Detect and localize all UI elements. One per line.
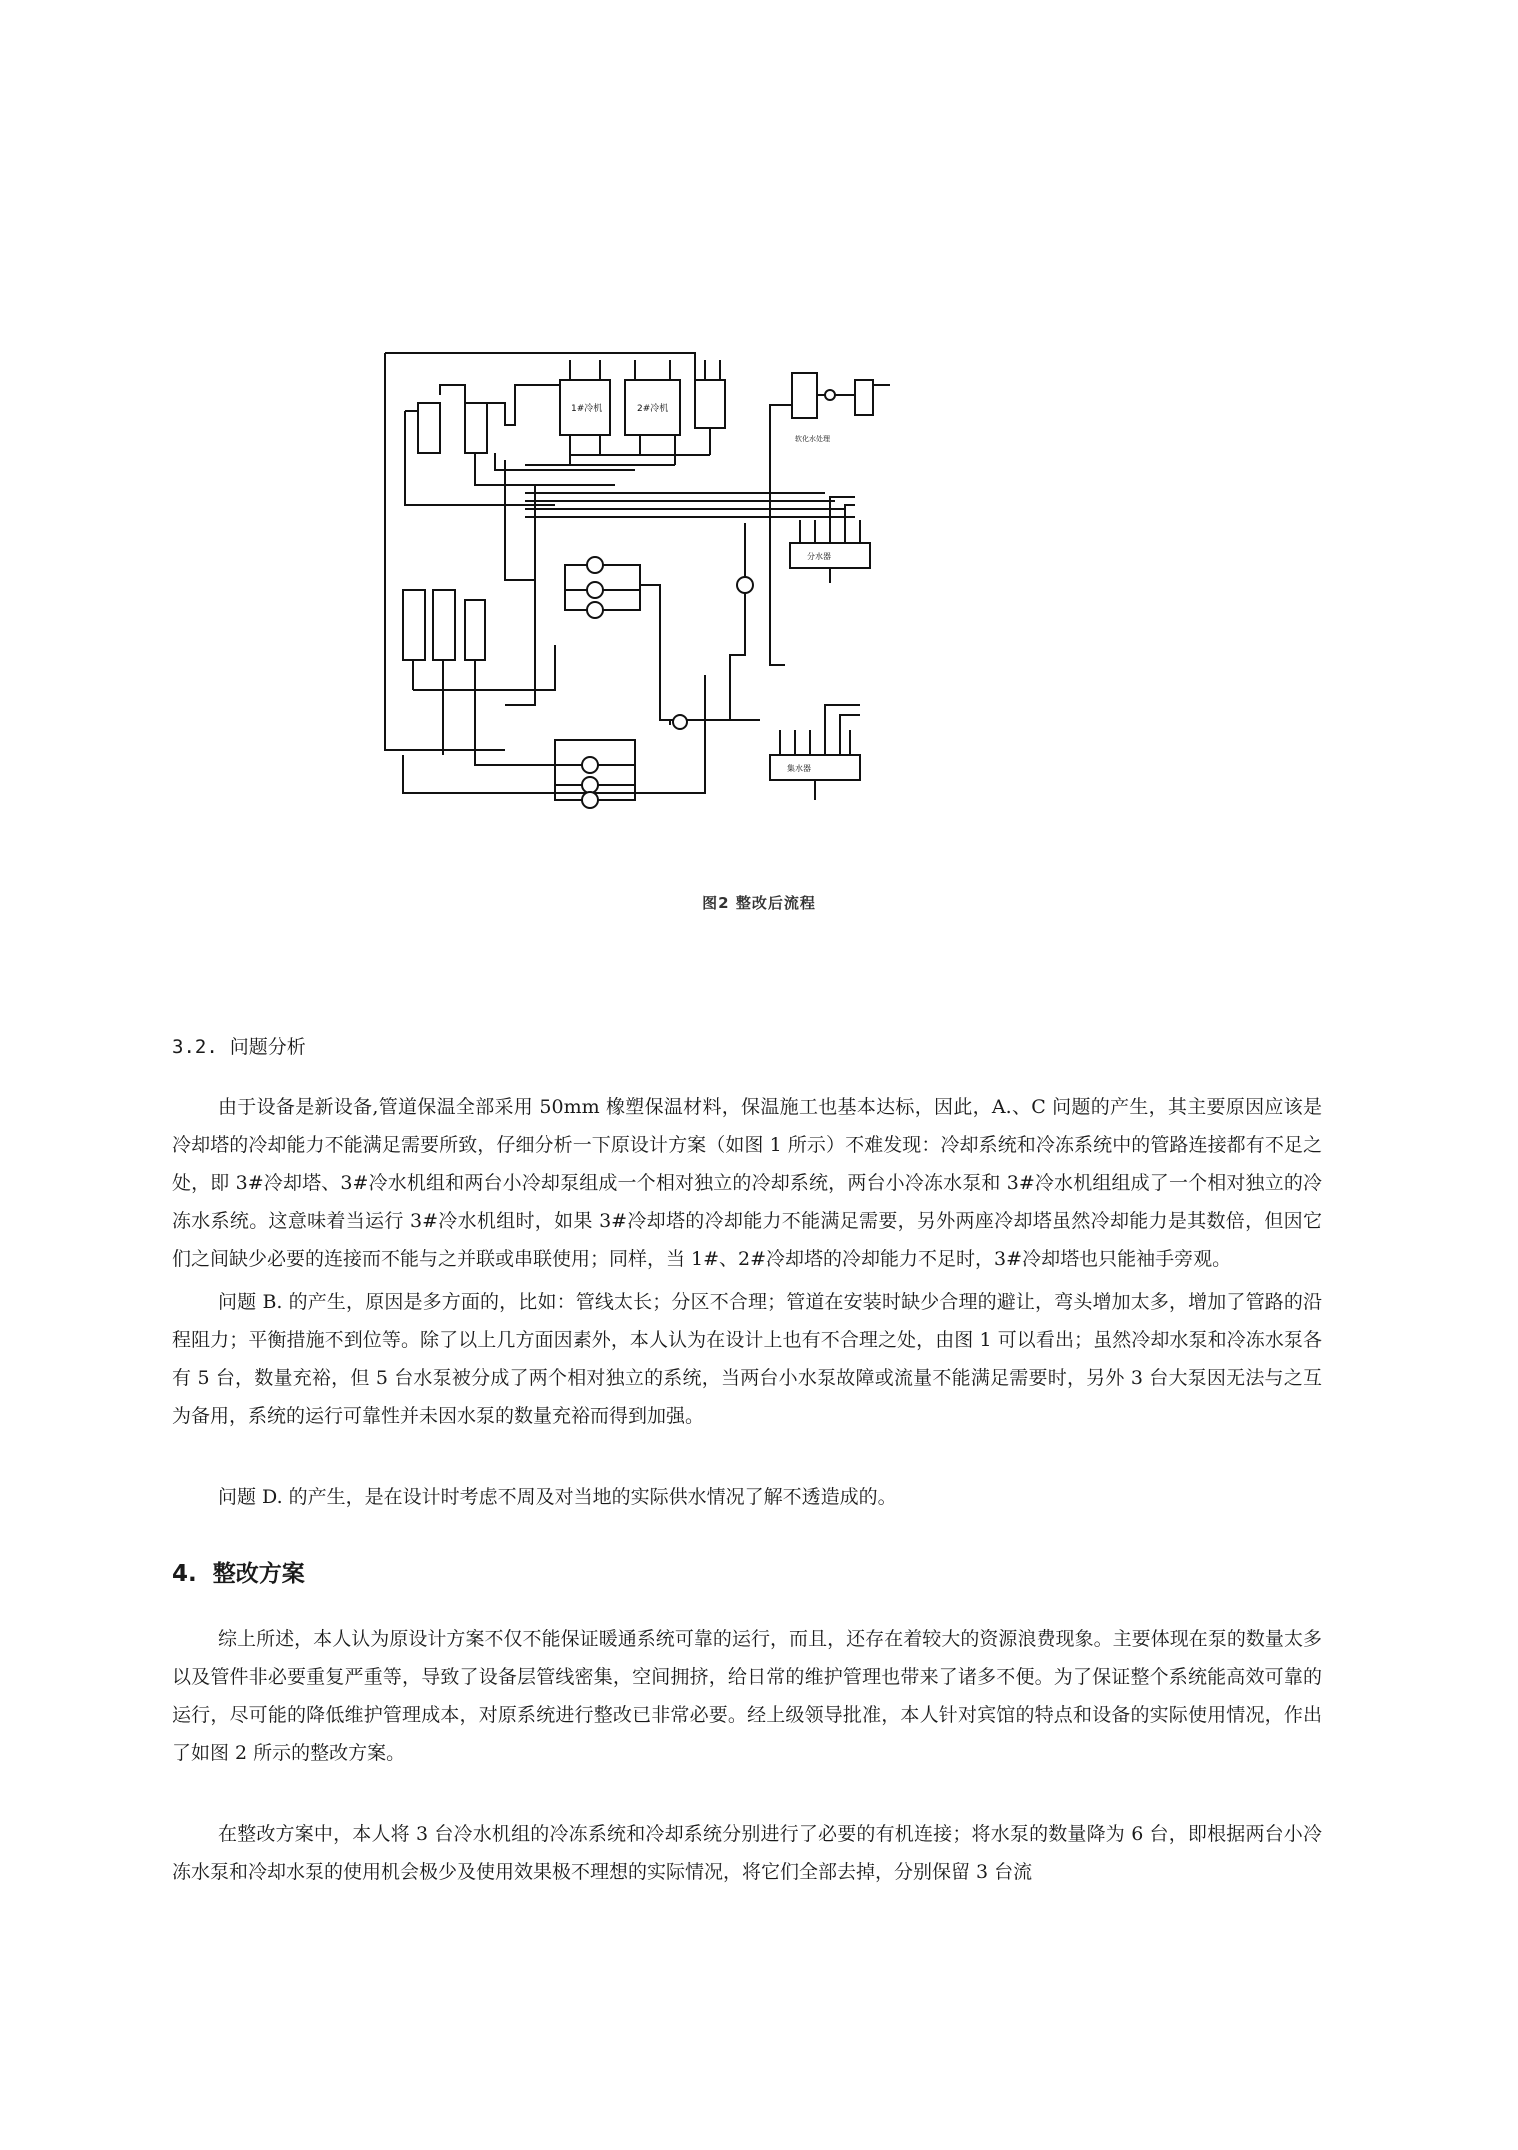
pipe-line <box>570 360 720 380</box>
tower-left-1-box <box>403 590 425 660</box>
tower-left-3-box <box>465 600 485 660</box>
pipe-line <box>525 493 855 517</box>
pipe-line <box>413 645 585 765</box>
pipe-line <box>413 660 475 690</box>
section-title: 整改方案 <box>212 1561 305 1587</box>
pump-symbol <box>825 390 835 400</box>
pump-symbol <box>587 602 603 618</box>
paragraph: 由于设备是新设备,管道保温全部采用 50mm 橡塑保温材料，保温施工也基本达标，因此，A.、C 问题的产生，其主要原因应该是冷却塔的冷却能力不能满足需要所致，仔细分析一下原设计方案（如图 1 所示）不难发现：冷却系统和冷冻系统中的管路连接都有不足之处，即 3#冷却塔、3#冷水机组和两台小冷却泵组成一个相对独立的冷却系统，两台小冷冻水泵和 3#冷水机组组成了一个相对独立的冷冻水系统。这意味着当运行 3#冷水机组时，如果 3#冷却塔的冷却能力不能满足需要，另外两座冷却塔虽然冷却能力是其数倍，但因它们之间缺少必要的连接而不能与之并联或串联使用；同样，当 1#、2#冷却塔的冷却能力不足时，3#冷却塔也只能袖手旁观。 <box>172 1096 1322 1270</box>
pump-symbol <box>582 757 598 773</box>
pipe-line <box>385 353 695 380</box>
chiller-3-box <box>695 380 725 428</box>
pump-symbol <box>582 792 598 808</box>
chiller-1-label: 1#冷机 <box>571 404 603 414</box>
pipe-line <box>505 460 535 705</box>
paragraph: 问题 B. 的产生，原因是多方面的，比如：管线太长；分区不合理；管道在安装时缺少合理的避让，弯头增加太多，增加了管路的沿程阻力；平衡措施不到位等。除了以上几方面因素外，本人认为在设计上也有不合理之处，由图 1 可以看出；虽然冷却水泵和冷冻水泵各有 5 台，数量充裕，但 5 台水泵被分成了两个相对独立的系统，当两台小水泵故障或流量不能满足需要时，另外 3 台大泵因无法与之互为备用，系统的运行可靠性并未因水泵的数量充裕而得到加强。 <box>172 1291 1322 1427</box>
chiller-2-label: 2#冷机 <box>637 404 669 414</box>
pipe-line <box>730 523 745 720</box>
paragraph: 在整改方案中，本人将 3 台冷水机组的冷冻系统和冷却系统分别进行了必要的有机连接；将水泵的数量降为 6 台，即根据两台小冷冻水泵和冷却水泵的使用机会极少及使用效果极不理想的实际情况，将它们全部去掉，分别保留 3 台流 <box>172 1823 1322 1883</box>
pump-symbol <box>587 582 603 598</box>
small-tank-1 <box>418 403 440 453</box>
flow-diagram-svg <box>375 345 995 845</box>
small-box <box>855 380 873 415</box>
pipe-line <box>780 730 850 755</box>
softener-label: 软化水处理 <box>795 435 830 443</box>
paragraph: 综上所述，本人认为原设计方案不仅不能保证暖通系统可靠的运行，而且，还存在着较大的资源浪费现象。主要体现在泵的数量太多以及管件非必要重复严重等，导致了设备层管线密集，空间拥挤，给日常的维护管理也带来了诸多不便。为了保证整个系统能高效可靠的运行，尽可能的降低维护管理成本，对原系统进行整改已非常必要。经上级领导批准，本人针对宾馆的特点和设备的实际使用情况，作出了如图 2 所示的整改方案。 <box>172 1628 1322 1764</box>
flow-diagram-figure <box>375 345 995 845</box>
tower-left-2-box <box>433 590 455 660</box>
pump-symbol <box>673 715 687 729</box>
section-title: 问题分析 <box>229 1036 306 1058</box>
softener-box <box>792 373 817 418</box>
pipe-line <box>800 520 860 543</box>
pipe-line <box>475 453 635 485</box>
collector-label: 集水器 <box>787 764 811 773</box>
section-number: 4. <box>172 1561 197 1587</box>
figure-caption: 图2 整改后流程 <box>702 894 816 912</box>
distributor-label: 分水器 <box>807 552 831 561</box>
collector-box <box>770 755 860 780</box>
paragraph: 问题 D. 的产生，是在设计时考虑不周及对当地的实际供水情况了解不透造成的。 <box>218 1486 897 1508</box>
pump-symbol <box>582 777 598 793</box>
section-number: 3.2. <box>172 1036 218 1058</box>
section-heading-3-2 <box>172 1032 1322 1059</box>
section-heading-4 <box>172 1555 1322 1588</box>
pipe-line <box>525 455 710 465</box>
pipe-line <box>825 705 860 730</box>
pump-symbol <box>737 577 753 593</box>
small-tank-2 <box>465 403 487 453</box>
pipe-line <box>640 585 705 720</box>
pump-symbol <box>587 557 603 573</box>
